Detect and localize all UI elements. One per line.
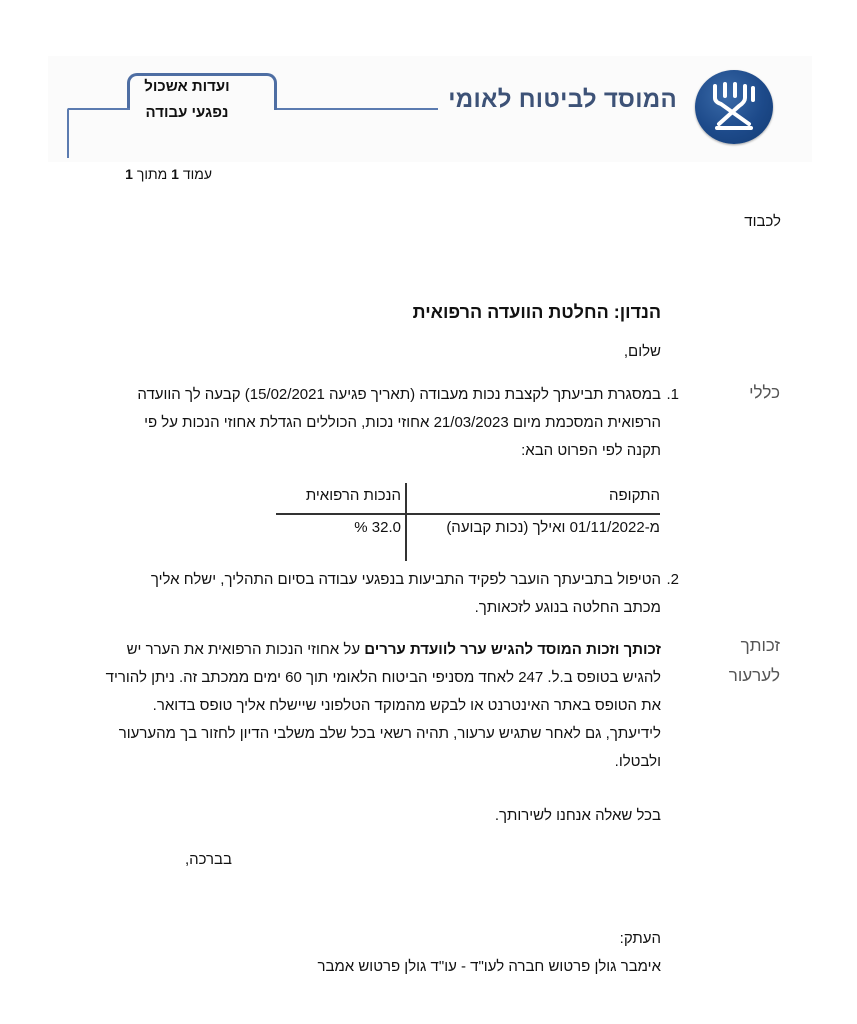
greeting: שלום, — [623, 343, 661, 360]
appeal-bold-text: זכותך וזכות המוסד להגיש ערר לוועדת עררים — [364, 641, 661, 658]
copy-label: העתק: — [619, 930, 661, 947]
table-header-divider — [276, 513, 660, 515]
header-divider — [274, 108, 438, 110]
disability-table — [276, 483, 660, 561]
logo-emblem-icon — [709, 80, 759, 134]
appeal-line2: להגיש בטופס ב.ל. 247 לאחד מסניפי הביטוח הלאומי תוך 60 ימים ממכתב זה. ניתן להוריד — [105, 669, 661, 686]
header-divider-left — [68, 108, 130, 110]
appeal-line3: את הטופס באתר האינטרנט או לבקש מהמוקד הטלפוני שיישלח אליך טופס בדואר. — [152, 697, 661, 714]
appeal-line1-rest: על אחוזי הנכות הרפואית את הערר יש — [126, 641, 365, 658]
page-counter-middle: מתוך — [136, 166, 168, 182]
table-cell-period: מ-01/11/2022 ואילך (נכות קבועה) — [446, 519, 660, 536]
item1-number: 1. — [666, 386, 679, 403]
table-header-disability: הנכות הרפואית — [305, 487, 401, 504]
section-label-general: כללי — [749, 383, 780, 402]
page-counter — [125, 166, 212, 182]
department-name-line1: ועדות אשכול — [144, 78, 230, 95]
item2-number: 2. — [666, 571, 679, 588]
item2-line1: הטיפול בתביעתך הועבר לפקיד התביעות בנפגעי עבודה בסיום התהליך, ישלח אליך — [150, 571, 661, 588]
regards: בברכה, — [184, 851, 232, 868]
item1-line3: תקנה לפי הפרוט הבא: — [521, 442, 661, 459]
table-column-divider — [405, 483, 407, 561]
page-total: 1 — [125, 166, 133, 182]
page-counter-prefix: עמוד — [182, 166, 212, 182]
organization-name: המוסד לביטוח לאומי — [448, 86, 677, 113]
closing-line: בכל שאלה אנחנו לשירותך. — [494, 807, 661, 824]
copy-recipient: אימבר גולן פרטוש חברה לעו"ד - עו"ד גולן פרטוש אמבר — [317, 958, 661, 975]
item1-line1: במסגרת תביעתך לקצבת נכות מעבודה (תאריך פגיעה 15/02/2021) קבעה לך הוועדה — [137, 386, 661, 403]
item1-line2: הרפואית המסכמת מיום 21/03/2023 אחוזי נכות, הכוללים הגדלת אחוזי הנכות על פי — [144, 414, 661, 431]
national-insurance-logo-icon — [695, 70, 773, 144]
letter-subject: הנדון: החלטת הוועדה הרפואית — [412, 302, 661, 322]
section-label-appeal-line2: לערעור — [728, 666, 780, 685]
appeal-line1 — [127, 636, 661, 664]
appeal-line4: לידיעתך, גם לאחר שתגיש ערעור, תהיה רשאי בכל שלב משלבי הדיון לחזור בך מהערעור — [118, 725, 661, 742]
item2-line2: מכתב החלטה בנוגע לזכאותך. — [474, 599, 661, 616]
department-name-line2: נפגעי עבודה — [145, 104, 229, 121]
table-cell-disability: 32.0 % — [354, 519, 401, 536]
appeal-line5: ולבטלו. — [614, 753, 661, 770]
section-label-appeal-line1: זכותך — [740, 636, 780, 655]
recipient-salutation: לכבוד — [744, 213, 781, 230]
header-divider-vertical — [67, 108, 69, 158]
page-current: 1 — [171, 166, 179, 182]
table-header-period: התקופה — [609, 487, 660, 504]
